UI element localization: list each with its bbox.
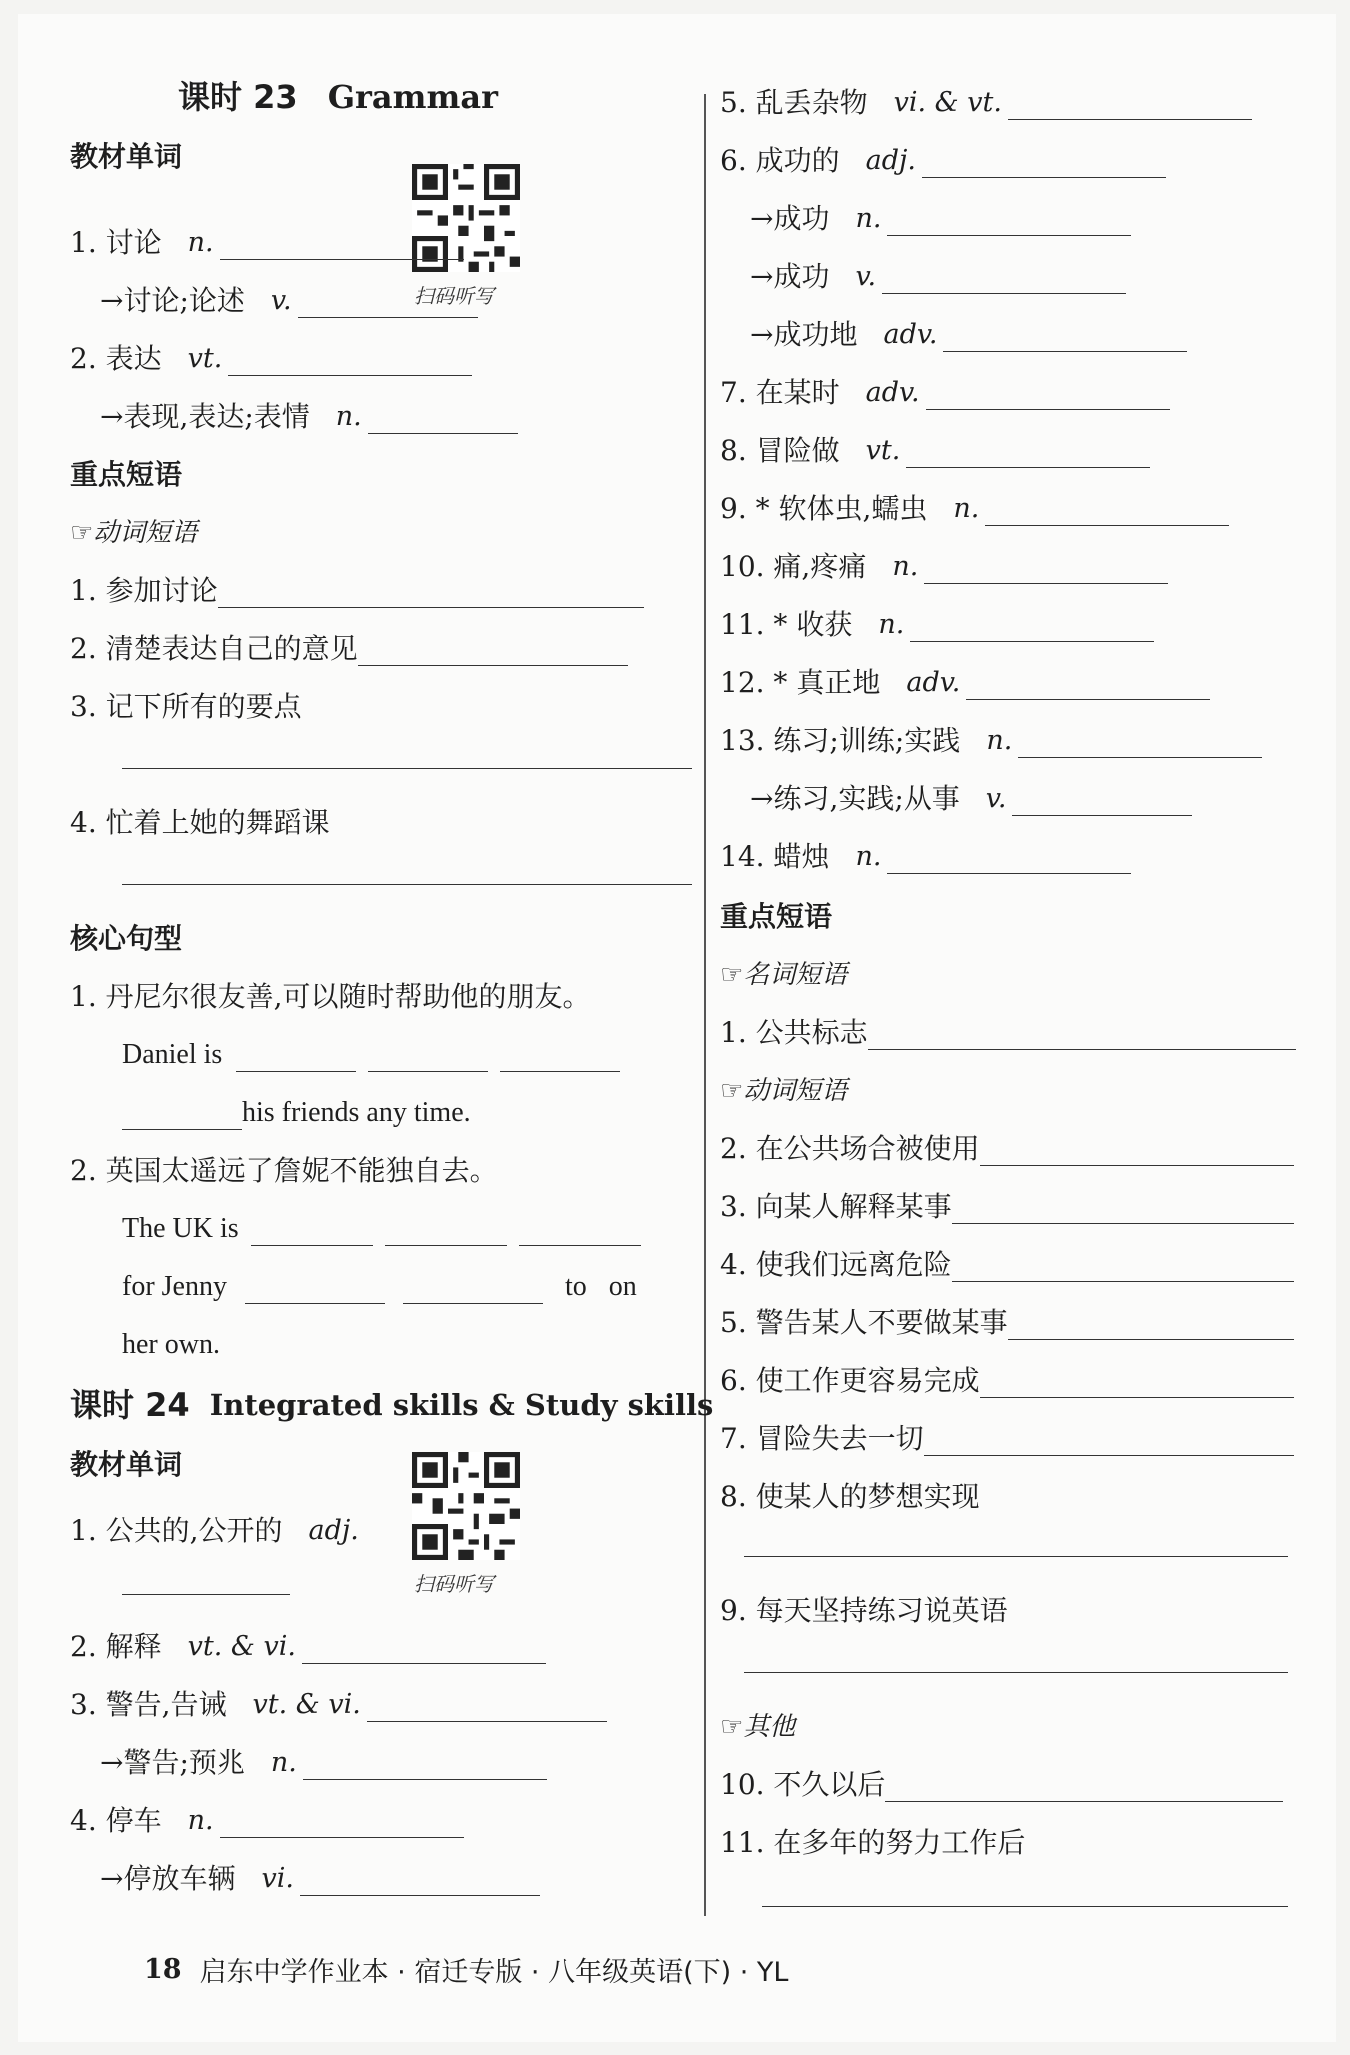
word-pos: adj.: [308, 1515, 359, 1546]
answer-blank[interactable]: [300, 1867, 540, 1896]
word-item: [100, 1740, 547, 1780]
word-item: [70, 220, 464, 260]
answer-blank[interactable]: [966, 671, 1210, 700]
answer-blank[interactable]: [500, 1043, 620, 1072]
word-item: [100, 394, 518, 434]
phrase-item: [720, 1184, 1294, 1224]
section-heading: 核心句型: [70, 922, 183, 955]
phrase-text: 3. 记下所有的要点: [70, 690, 302, 723]
sentence-text: for Jenny: [122, 1271, 227, 1302]
answer-blank[interactable]: [1012, 787, 1192, 816]
sentence-text: Daniel is: [122, 1039, 223, 1070]
phrase-item: [720, 1416, 1294, 1456]
word-text: →成功: [750, 260, 830, 293]
word-pos: n.: [878, 609, 905, 640]
answer-blank[interactable]: [910, 613, 1154, 642]
sentence-english: [122, 1322, 220, 1362]
word-pos: n.: [187, 227, 214, 258]
word-text: →警告;预兆: [100, 1746, 245, 1779]
answer-blank[interactable]: [1008, 91, 1252, 120]
answer-blank[interactable]: [952, 1195, 1294, 1224]
subsection-heading: ☞动词短语: [70, 518, 198, 548]
answer-blank[interactable]: [302, 1635, 546, 1664]
answer-blank[interactable]: [980, 1369, 1294, 1398]
word-text: 9. * 软体虫,蠕虫: [720, 492, 928, 525]
word-item: [70, 1798, 464, 1838]
word-pos: n.: [953, 493, 980, 524]
answer-blank[interactable]: [885, 1773, 1283, 1802]
word-item: [720, 138, 1166, 178]
word-item: [750, 776, 1192, 816]
sentence-text: to: [564, 1271, 587, 1302]
answer-blank[interactable]: [122, 766, 692, 769]
answer-blank[interactable]: [122, 882, 692, 885]
word-pos: vi.: [261, 1863, 294, 1894]
word-item: [100, 1856, 540, 1896]
word-pos: vi. & vt.: [893, 87, 1002, 118]
word-pos: adv.: [906, 667, 961, 698]
phrase-text: 5. 警告某人不要做某事: [720, 1306, 1008, 1339]
phrase-text: 1. 公共标志: [720, 1016, 868, 1049]
phrase-text: 4. 使我们远离危险: [720, 1248, 952, 1281]
lesson-24-title: [70, 1382, 713, 1422]
sentence-text: on: [608, 1271, 637, 1302]
word-text: →表现,表达;表情: [100, 400, 310, 433]
word-item: [750, 312, 1187, 352]
phrase-text: 7. 冒险失去一切: [720, 1422, 924, 1455]
answer-blank[interactable]: [519, 1217, 641, 1246]
word-text: 4. 停车: [70, 1804, 162, 1837]
word-text: 1. 讨论: [70, 226, 162, 259]
phrase-text: 4. 忙着上她的舞蹈课: [70, 806, 330, 839]
answer-blank[interactable]: [868, 1021, 1296, 1050]
word-pos: n.: [187, 1805, 214, 1836]
answer-blank[interactable]: [924, 1427, 1294, 1456]
section-heading: 教材单词: [70, 140, 183, 173]
sentence-text: her own.: [122, 1329, 220, 1360]
phrase-text: 2. 清楚表达自己的意见: [70, 632, 358, 665]
answer-blank[interactable]: [403, 1275, 543, 1304]
answer-blank[interactable]: [943, 323, 1187, 352]
word-text: →成功地: [750, 318, 858, 351]
word-pos: vt. & vi.: [252, 1689, 361, 1720]
phrase-text: 2. 在公共场合被使用: [720, 1132, 980, 1165]
book-title: 启东中学作业本 · 宿迁专版 · 八年级英语(下) · YL: [199, 1957, 789, 1988]
word-text: 5. 乱丢杂物: [720, 86, 868, 119]
phrase-text: 6. 使工作更容易完成: [720, 1364, 980, 1397]
word-item: [720, 370, 1170, 410]
workbook-page: [18, 14, 1336, 2042]
word-item: [70, 1624, 546, 1664]
phrase-item: [70, 626, 628, 666]
answer-blank[interactable]: [926, 381, 1170, 410]
phrase-item: [720, 1010, 1296, 1050]
word-item: [720, 660, 1210, 700]
phrase-item: [720, 1242, 1294, 1282]
phrase-item: [70, 684, 302, 724]
answer-blank[interactable]: [952, 1253, 1294, 1282]
subsection-heading: ☞其他: [720, 1712, 796, 1742]
answer-blank[interactable]: [228, 347, 472, 376]
word-item: [720, 718, 1262, 758]
sentence-english: [122, 1264, 637, 1304]
sentence-item: [70, 974, 591, 1014]
word-text: 14. 蜡烛: [720, 840, 830, 873]
word-item: [720, 834, 1131, 874]
word-item: [70, 336, 472, 376]
word-text: →停放车辆: [100, 1862, 236, 1895]
word-pos: n.: [335, 401, 362, 432]
answer-blank[interactable]: [1018, 729, 1262, 758]
answer-blank[interactable]: [985, 497, 1229, 526]
word-pos: v.: [985, 783, 1007, 814]
phrase-text: 11. 在多年的努力工作后: [720, 1826, 1026, 1859]
word-text: 8. 冒险做: [720, 434, 840, 467]
phrase-text: 9. 每天坚持练习说英语: [720, 1594, 1008, 1627]
lesson-24-number: 课时 24: [70, 1386, 190, 1424]
answer-blank[interactable]: [218, 579, 644, 608]
phrase-text: 1. 参加讨论: [70, 574, 218, 607]
word-pos: vt.: [865, 435, 901, 466]
word-item: [750, 196, 1131, 236]
word-pos: adj.: [865, 145, 916, 176]
answer-blank[interactable]: [744, 1670, 1288, 1673]
word-item: [70, 1508, 359, 1548]
subsection-heading: ☞动词短语: [720, 1076, 848, 1106]
word-pos: n.: [855, 203, 882, 234]
word-item: [720, 486, 1229, 526]
word-text: 13. 练习;训练;实践: [720, 724, 961, 757]
answer-blank[interactable]: [122, 1101, 242, 1130]
section-heading: 重点短语: [70, 458, 183, 491]
sentence-text: his friends any time.: [242, 1097, 471, 1128]
answer-blank[interactable]: [303, 1751, 547, 1780]
answer-blank[interactable]: [251, 1217, 373, 1246]
word-text: 6. 成功的: [720, 144, 840, 177]
lesson-23-number: 课时 23: [178, 78, 298, 116]
phrase-item: [720, 1762, 1283, 1802]
phrase-text: 3. 向某人解释某事: [720, 1190, 952, 1223]
qr-label: 扫码听写: [414, 284, 494, 308]
word-text: 7. 在某时: [720, 376, 840, 409]
phrase-item: [70, 568, 644, 608]
phrase-text: 10. 不久以后: [720, 1768, 886, 1801]
phrase-item: [720, 1126, 1294, 1166]
word-pos: vt.: [187, 343, 223, 374]
answer-blank[interactable]: [924, 555, 1168, 584]
qr-code-icon[interactable]: [412, 1452, 520, 1560]
answer-blank[interactable]: [298, 289, 478, 318]
word-text: 10. 痛,疼痛: [720, 550, 867, 583]
word-item: [70, 1682, 607, 1722]
answer-blank[interactable]: [980, 1137, 1294, 1166]
word-item: [100, 278, 478, 318]
phrase-item: [720, 1358, 1294, 1398]
answer-blank[interactable]: [1008, 1311, 1294, 1340]
phrase-item: [720, 1588, 1008, 1628]
lesson-24-topic: Integrated skills & Study skills: [209, 1388, 714, 1422]
word-pos: v.: [855, 261, 877, 292]
section-heading: 重点短语: [720, 900, 833, 933]
phrase-item: [70, 800, 330, 840]
answer-blank[interactable]: [762, 1904, 1288, 1907]
sentence-item: [70, 1148, 498, 1188]
sentence-english: [122, 1032, 620, 1072]
word-text: 2. 表达: [70, 342, 162, 375]
word-text: 11. * 收获: [720, 608, 853, 641]
sentence-chinese: 1. 丹尼尔很友善,可以随时帮助他的朋友。: [70, 980, 591, 1013]
word-text: 2. 解释: [70, 1630, 162, 1663]
word-pos: n.: [986, 725, 1013, 756]
word-pos: n.: [892, 551, 919, 582]
qr-label: 扫码听写: [414, 1572, 494, 1596]
answer-blank[interactable]: [385, 1217, 507, 1246]
word-pos: n.: [855, 841, 882, 872]
word-item: [720, 544, 1168, 584]
answer-blank[interactable]: [245, 1275, 385, 1304]
answer-blank[interactable]: [122, 1592, 290, 1595]
word-text: 3. 警告,告诫: [70, 1688, 227, 1721]
phrase-item: [720, 1820, 1025, 1860]
word-item: [720, 428, 1150, 468]
answer-blank[interactable]: [744, 1554, 1288, 1557]
answer-blank[interactable]: [358, 637, 628, 666]
answer-blank[interactable]: [367, 1693, 607, 1722]
word-pos: adv.: [865, 377, 920, 408]
word-text: 12. * 真正地: [720, 666, 881, 699]
word-pos: v.: [270, 285, 292, 316]
word-text: →讨论;论述: [100, 284, 245, 317]
word-text: →练习,实践;从事: [750, 782, 960, 815]
lesson-23-title: [178, 74, 498, 114]
subsection-heading: ☞名词短语: [720, 960, 848, 990]
phrase-text: 8. 使某人的梦想实现: [720, 1480, 980, 1513]
word-item: [720, 602, 1154, 642]
sentence-chinese: 2. 英国太遥远了詹妮不能独自去。: [70, 1154, 498, 1187]
answer-blank[interactable]: [922, 149, 1166, 178]
page-number: 18: [144, 1954, 182, 1985]
word-text: 1. 公共的,公开的: [70, 1514, 283, 1547]
word-pos: vt. & vi.: [187, 1631, 296, 1662]
phrase-item: [720, 1300, 1294, 1340]
section-heading: 教材单词: [70, 1448, 183, 1481]
answer-blank[interactable]: [220, 1809, 464, 1838]
answer-blank[interactable]: [236, 1043, 356, 1072]
answer-blank[interactable]: [368, 1043, 488, 1072]
answer-blank[interactable]: [887, 207, 1131, 236]
column-divider: [704, 94, 706, 1916]
answer-blank[interactable]: [887, 845, 1131, 874]
answer-blank[interactable]: [882, 265, 1126, 294]
sentence-english: [122, 1206, 641, 1246]
lesson-23-topic: Grammar: [327, 78, 498, 116]
sentence-english: [122, 1090, 471, 1130]
word-pos: adv.: [883, 319, 938, 350]
answer-blank[interactable]: [220, 231, 464, 260]
phrase-item: [720, 1474, 980, 1514]
word-pos: n.: [270, 1747, 297, 1778]
answer-blank[interactable]: [368, 405, 518, 434]
word-text: →成功: [750, 202, 830, 235]
page-footer: [144, 1950, 788, 1989]
answer-blank[interactable]: [906, 439, 1150, 468]
word-item: [720, 80, 1252, 120]
word-item: [750, 254, 1126, 294]
sentence-text: The UK is: [122, 1213, 239, 1244]
